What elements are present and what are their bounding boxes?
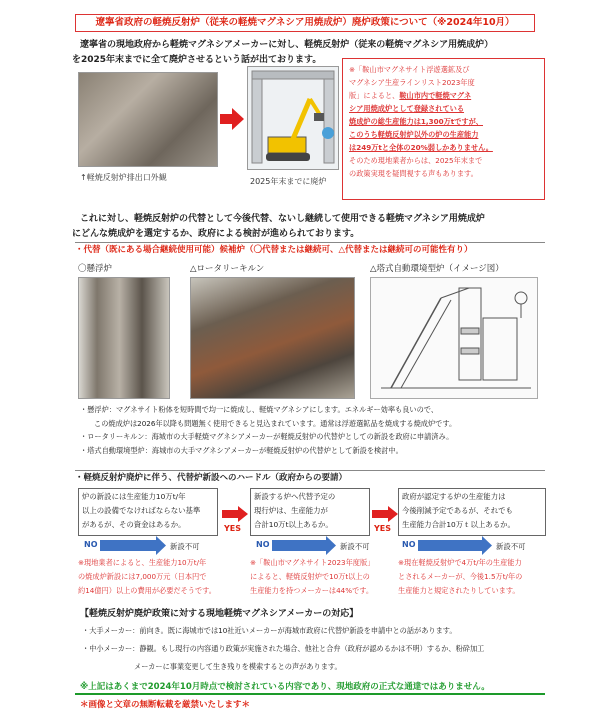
no-result-label: 新設不可 [170, 542, 200, 551]
demolition-caption: 2025年末までに廃炉 [250, 177, 327, 186]
section-text [72, 212, 550, 242]
rotary-kiln-photo [190, 277, 355, 399]
note-emphasis: 焼成炉の総生産能力は1,300万tですが、 [349, 117, 483, 126]
yes-label: YES [224, 524, 242, 533]
no-label: NO [84, 540, 98, 549]
hurdle-box-existing-capacity [250, 488, 370, 536]
hurdle-line: 政府が認定する炉の生産能力は [402, 492, 506, 501]
note-emphasis: このうち軽焼反射炉以外の炉の生産能力 [349, 130, 479, 139]
tower-furnace-diagram [370, 277, 538, 399]
note-line: によると、軽焼反射炉で10万t以上の [250, 572, 370, 581]
hurdle-line: 以上の設備でなければならない基準 [82, 506, 201, 515]
no-result-label: 新設不可 [340, 542, 370, 551]
hurdle-line: 生産能力合計10万ｔ以上あるか。 [402, 520, 515, 529]
hurdles-header: ・軽焼反射炉廃炉に伴う、代替炉新設へのハードル（政府からの要請） [75, 470, 545, 486]
response-header: 【軽焼反射炉廃炉政策に対する現地軽焼マグネシアメーカーの対応】 [80, 609, 359, 619]
yes-arrow-icon [372, 506, 398, 522]
note-emphasis: シア用焼成炉として登録されている [349, 104, 465, 113]
section-line-1: これに対し、軽焼反射炉の代替として今後代替、ないし継続して使用できる軽焼マグネシア用焼成炉 [80, 214, 485, 224]
note-line: ※現在軽焼反射炉で4万t/年の生産能力 [398, 558, 522, 567]
note-segment: 版」によると、 [349, 91, 400, 100]
right-arrow-icon [220, 108, 244, 130]
response-smaller: ・中小メーカー：静観。もし現行の内容通り政策が実施された場合、他社と合弁（政府が認めるかは不明）するか、粉砕加工 [82, 644, 485, 653]
yes-label: YES [374, 524, 392, 533]
note-line: マグネシア生産ラインリスト2023年度 [349, 78, 475, 87]
intro-line-1: 遼寧省の現地政府から軽焼マグネシアメーカーに対し、軽焼反射炉（従来の軽焼マグネシア用焼成炉） [80, 40, 494, 50]
excavator-icon [248, 67, 340, 171]
note-line: 生産能力と規定されたりしています。 [398, 586, 520, 595]
statistics-note [342, 58, 545, 200]
note-line: ※「鞍山市マグネサイト2023年度版」 [250, 558, 375, 567]
no-arrow-icon [482, 536, 492, 555]
note-line: ※現地業者によると、生産能力10万t/年 [78, 558, 207, 567]
note-line: そのため現地業者からは、2025年末まで [349, 156, 483, 165]
note-line: の政策実現を疑問視する声もあります。 [349, 169, 478, 178]
note-line: の焼成炉新設には7,000万元（日本円で [78, 572, 207, 581]
no-label: NO [256, 540, 270, 549]
hurdle-note-cost [78, 556, 248, 598]
suspension-furnace-photo [78, 277, 170, 399]
note-line: 生産能力を持つメーカーは44%です。 [250, 586, 374, 595]
tower-furnace-icon [371, 278, 539, 400]
note-emphasis: 鞍山市内で軽焼マグネ [399, 91, 472, 100]
demolition-illustration [247, 66, 339, 170]
disclaimer-underline [75, 693, 545, 695]
note-line: ※「鞍山市マグネサイト浮遊選鉱及び [349, 65, 470, 74]
bullet-suspension: ・懸浮炉：マグネサイト粉体を短時間で均一に焼成し、軽焼マグネシアにします。エネルギー効率も良いので、 [80, 405, 439, 414]
no-arrow-icon [326, 536, 336, 555]
bullet-rotary: ・ロータリーキルン：海城市の大手軽焼マグネシアメーカーが軽焼反射炉の代替炉としての新設を政府に申請済み。 [80, 432, 454, 441]
exhaust-caption: ↑軽焼反射炉排出口外観 [80, 173, 167, 182]
candidate-label-suspension: 〇懸浮炉 [78, 264, 113, 274]
candidate-label-rotary: △ロータリーキルン [190, 264, 265, 274]
note-line [349, 89, 538, 102]
candidates-header: ・代替（既にある場合継続使用可能）候補炉（〇代替または継続可、△代替または継続可の可能性有り） [75, 242, 545, 258]
section-line-2: にどんな焼成炉を選定するか、政府による検討が進められております。 [72, 229, 360, 239]
response-major: ・大手メーカー：前向き。既に海城市では10社近いメーカーが海城市政府に代替炉新設を申請中との話があります。 [82, 626, 457, 635]
intro-line-2: を2025年末までに全て廃炉させるという話が出ております。 [72, 55, 322, 65]
bullet-suspension-cont: この焼成炉は2026年以降も問題無く使用できると見込まれています。通常は浮遊選鉱品を焼成する焼成炉です。 [94, 418, 457, 428]
hurdle-note-reduction [398, 556, 548, 598]
hurdle-line: 現行炉は、生産能力が [254, 506, 328, 515]
no-arrow-icon [156, 536, 166, 555]
response-smaller-cont: メーカーに事業変更して生き残りを模索するとの声があります。 [134, 662, 342, 671]
hurdle-line: があるが、その資金はあるか。 [82, 520, 186, 529]
exhaust-photo [78, 72, 218, 167]
yes-arrow-icon [222, 506, 248, 522]
hurdle-note-ratio [250, 556, 395, 598]
hurdle-box-certified-capacity [398, 488, 546, 536]
note-emphasis: は249万tと全体の20%弱しかありません。 [349, 143, 493, 152]
no-label: NO [402, 540, 416, 549]
hurdle-box-capacity-funding [78, 488, 218, 536]
hurdle-line: 新設する炉へ代替予定の [254, 492, 336, 501]
candidate-descriptions [80, 403, 550, 457]
note-line: とされるメーカーが、今後1.5万t/年の [398, 572, 523, 581]
note-line: 約14億円）以上の費用が必要だそうです。 [78, 586, 216, 595]
hurdle-line: 今後削減予定であるが、それでも [402, 506, 513, 515]
candidate-label-tower: △塔式自動環境型炉（イメージ図） [370, 264, 504, 274]
no-arrow-bar [100, 540, 158, 551]
copyright-notice: ＊画像と文章の無断転載を厳禁いたします＊ [80, 700, 251, 710]
no-arrow-bar [272, 540, 328, 551]
page-title: 遼寧省政府の軽焼反射炉（従来の軽焼マグネシア用焼成炉）廃炉政策について（※2024年10月） [75, 14, 535, 32]
disclaimer-note: ※上記はあくまで2024年10月時点で検討されている内容であり、現地政府の正式な通達ではありません。 [80, 682, 490, 692]
bullet-tower: ・塔式自動環境型炉：海城市の大手マグネシアメーカーが軽焼反射炉の代替炉として新設を検討中。 [80, 445, 403, 455]
hurdle-line: 合計10万t以上あるか。 [254, 520, 333, 529]
no-result-label: 新設不可 [496, 542, 526, 551]
no-arrow-bar [418, 540, 484, 551]
hurdle-line: 炉の新設には生産能力10万t/年 [82, 492, 186, 501]
